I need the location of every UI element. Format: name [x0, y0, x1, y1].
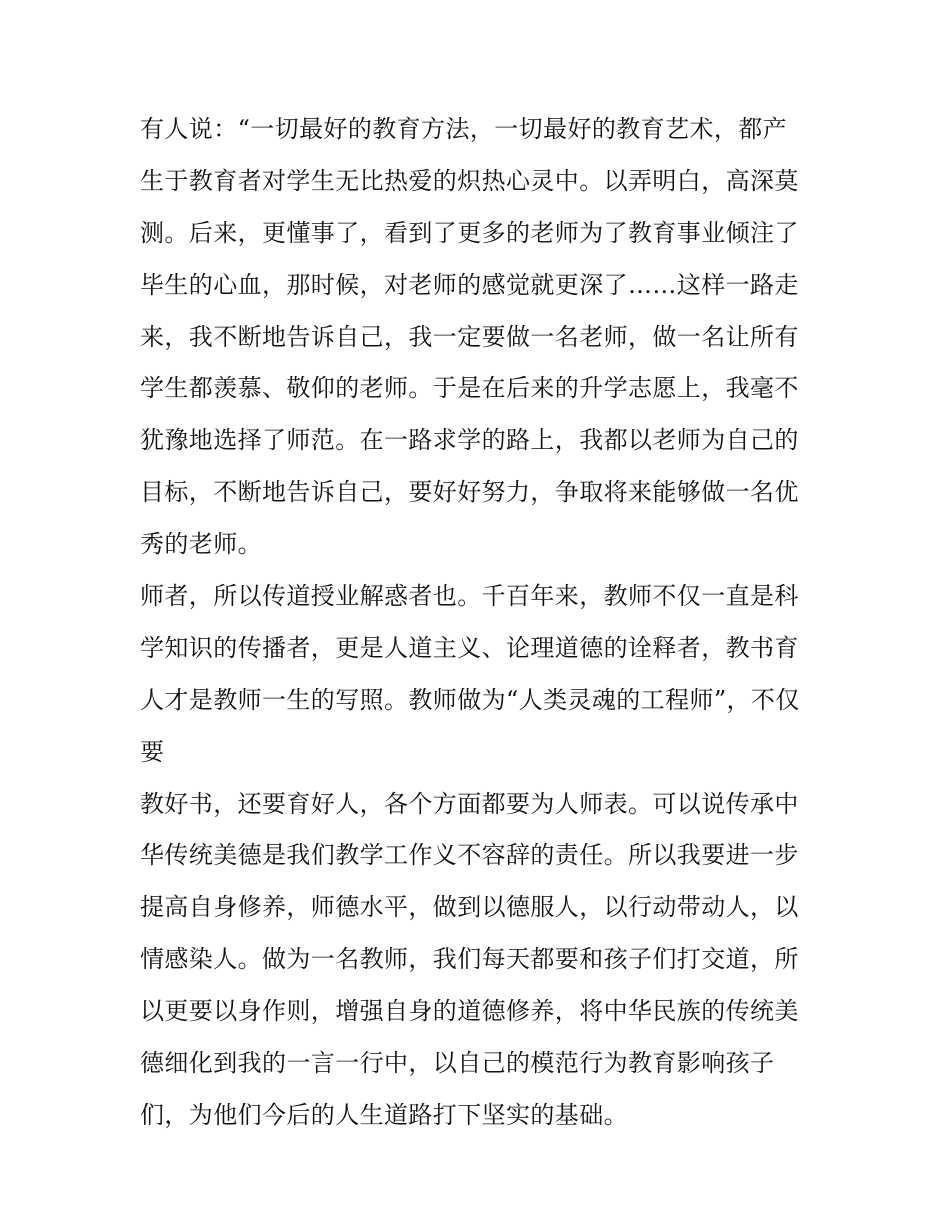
- text-line: 秀的老师。: [140, 530, 262, 559]
- text-line: 华传统美德是我们教学工作义不容辞的责任。所以我要进一步: [140, 841, 799, 870]
- text-line: 有人说：“一切最好的教育方法，一切最好的教育艺术，都产: [140, 115, 788, 143]
- text-line: 来，我不断地告诉自己，我一定要做一名老师，做一名让所有: [140, 322, 799, 351]
- text-line: 要: [140, 737, 165, 766]
- text-line: 学知识的传播者，更是人道主义、论理道德的诠释者，教书育: [140, 633, 799, 662]
- text-line: 们，为他们今后的人生道路打下坚实的基础。: [140, 1100, 628, 1129]
- text-line: 提高自身修养，师德水平，做到以德服人，以行动带动人，以: [140, 893, 799, 922]
- text-line: 测。后来，更懂事了，看到了更多的老师为了教育事业倾注了: [140, 218, 799, 247]
- text-line: 目标，不断地告诉自己，要好好努力，争取将来能够做一名优: [140, 478, 799, 507]
- text-line: 师者，所以传道授业解惑者也。千百年来，教师不仅一直是科: [140, 582, 799, 611]
- text-line: 情感染人。做为一名教师，我们每天都要和孩子们打交道，所: [140, 945, 799, 974]
- text-line: 人才是教师一生的写照。教师做为“人类灵魂的工程师”，不仅: [140, 685, 800, 714]
- document-body: [140, 104, 820, 1142]
- text-line: 以更要以身作则，增强自身的道德修养，将中华民族的传统美: [140, 997, 799, 1026]
- text-line: 学生都羡慕、敬仰的老师。于是在后来的升学志愿上，我毫不: [140, 374, 799, 403]
- text-line: 犹豫地选择了师范。在一路求学的路上，我都以老师为自己的: [140, 426, 799, 455]
- text-line: 教好书，还要育好人，各个方面都要为人师表。可以说传承中: [140, 789, 799, 818]
- text-line: 德细化到我的一言一行中，以自己的模范行为教育影响孩子: [140, 1049, 775, 1078]
- text-line: 毕生的心血，那时候，对老师的感觉就更深了……这样一路走: [140, 270, 799, 299]
- text-line: 生于教育者对学生无比热爱的炽热心灵中。以弄明白，高深莫: [140, 166, 799, 195]
